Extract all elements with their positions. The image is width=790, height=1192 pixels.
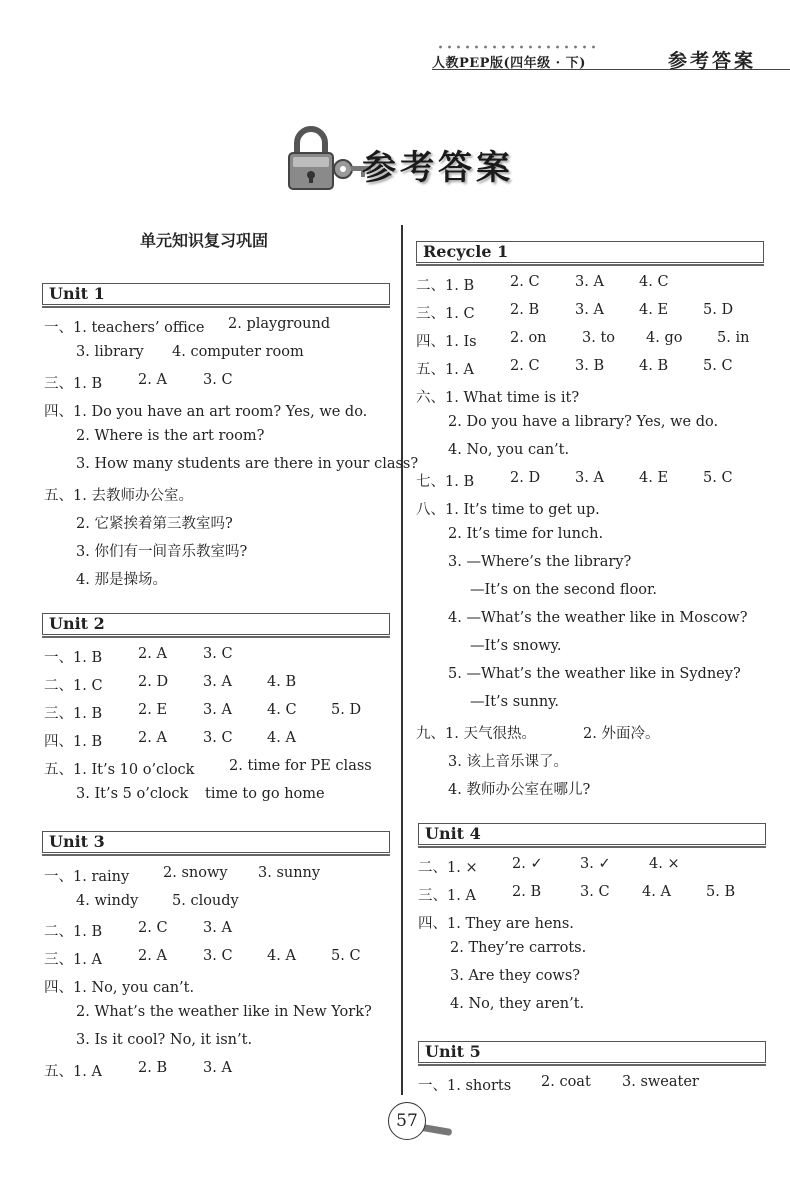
answer-text: 2. C xyxy=(510,358,540,374)
answer-text: 4. C xyxy=(267,702,297,718)
answer-text: 3. C xyxy=(580,884,610,900)
answer-text: 5. —What’s the weather like in Sydney? xyxy=(448,666,741,682)
answer-text: 2. Do you have a library? Yes, we do. xyxy=(448,414,719,430)
answer-text: 4. 教师办公室在哪儿? xyxy=(448,782,591,798)
answer-text: 2. E xyxy=(138,702,168,718)
answer-text: 5. C xyxy=(703,470,733,486)
answer-text: 2. 它紧挨着第三教室吗? xyxy=(76,516,233,532)
unit-3-header: Unit 3 xyxy=(42,831,390,853)
unit-4-header: Unit 4 xyxy=(418,823,766,845)
answer-text: 五、1. It’s 10 o’clock xyxy=(44,762,195,778)
answer-text: 2. A xyxy=(138,730,167,746)
answer-text: 3. A xyxy=(203,674,232,690)
answer-text: 2. D xyxy=(138,674,169,690)
answer-text: 4. A xyxy=(267,730,296,746)
answer-text: 三、1. C xyxy=(416,306,475,322)
answer-text: 2. C xyxy=(138,920,168,936)
answer-text: 五、1. A xyxy=(44,1064,102,1080)
answer-text: 3. A xyxy=(575,470,604,486)
header-title: 参考答案 xyxy=(668,50,757,72)
answer-text: 四、1. Do you have an art room? Yes, we do. xyxy=(44,404,368,420)
answer-text: 3. A xyxy=(203,920,232,936)
answer-text: 三、1. A xyxy=(44,952,102,968)
answer-text: 2. D xyxy=(510,470,541,486)
answer-text: 4. go xyxy=(646,330,683,346)
answer-text: 3. How many students are there in your class? xyxy=(76,456,419,472)
answer-text: 2. playground xyxy=(228,316,331,332)
answer-text: 二、1. B xyxy=(44,924,103,940)
section-heading: 单元知识复习巩固 xyxy=(140,231,269,250)
answer-text: 3. ✓ xyxy=(580,856,611,872)
answer-text: 5. C xyxy=(331,948,361,964)
answer-text: 2. It’s time for lunch. xyxy=(448,526,604,542)
answer-text: 2. B xyxy=(138,1060,168,1076)
lock-key-icon xyxy=(285,125,371,195)
answer-text: 五、1. A xyxy=(416,362,474,378)
answer-text: 2. Where is the art room? xyxy=(76,428,265,444)
answer-text: 八、1. It’s time to get up. xyxy=(416,502,600,518)
answer-text: 3. Are they cows? xyxy=(450,968,581,984)
page-title: 参考答案 xyxy=(362,148,514,188)
answer-text: 3. —Where’s the library? xyxy=(448,554,632,570)
answer-text: 4. computer room xyxy=(172,344,304,360)
answer-text: 2. on xyxy=(510,330,547,346)
answer-text: 一、1. teachers’ office xyxy=(44,320,205,336)
answer-text: 4. windy xyxy=(76,893,139,909)
answer-text: 2. 外面冷。 xyxy=(583,726,660,742)
answer-text: 5. C xyxy=(703,358,733,374)
answer-text: 四、1. Is xyxy=(416,334,477,350)
answer-text: 2. They’re carrots. xyxy=(450,940,587,956)
answer-text: 4. × xyxy=(649,856,680,872)
answer-text: 5. D xyxy=(331,702,362,718)
answer-text: 4. B xyxy=(267,674,297,690)
answer-text: 3. A xyxy=(203,1060,232,1076)
answer-text: 2. What’s the weather like in New York? xyxy=(76,1004,372,1020)
answer-text: 5. B xyxy=(706,884,736,900)
answer-text: 5. D xyxy=(703,302,734,318)
answer-text: 七、1. B xyxy=(416,474,475,490)
answer-text: 4. 那是操场。 xyxy=(76,572,167,588)
answer-text: 三、1. A xyxy=(418,888,476,904)
answer-text: 3. It’s 5 o’clock xyxy=(76,786,189,802)
answer-text: 4. A xyxy=(642,884,671,900)
answer-text: 三、1. B xyxy=(44,376,103,392)
book-edition: 人教PEP版(四年级 · 下) xyxy=(432,56,586,71)
answer-text: 2. coat xyxy=(541,1074,591,1090)
answer-text: 2. snowy xyxy=(163,865,228,881)
answer-text: 3. C xyxy=(203,730,233,746)
answer-text: 2. B xyxy=(510,302,540,318)
answer-text: 4. A xyxy=(267,948,296,964)
unit-5-header: Unit 5 xyxy=(418,1041,766,1063)
answer-text: 2. ✓ xyxy=(512,856,543,872)
answer-text: 4. C xyxy=(639,274,669,290)
answer-text: 3. Is it cool? No, it isn’t. xyxy=(76,1032,253,1048)
answer-text: 一、1. rainy xyxy=(44,869,130,885)
answer-text: 3. B xyxy=(575,358,605,374)
answer-text: 五、1. 去教师办公室。 xyxy=(44,488,193,504)
answer-text: 2. A xyxy=(138,646,167,662)
page-number: 57 xyxy=(388,1102,426,1140)
answer-text: 3. A xyxy=(203,702,232,718)
answer-text: 3. sweater xyxy=(622,1074,699,1090)
unit-1-header: Unit 1 xyxy=(42,283,390,305)
answer-text: 二、1. B xyxy=(416,278,475,294)
column-divider xyxy=(401,225,403,1095)
unit-2-header: Unit 2 xyxy=(42,613,390,635)
answer-text: 三、1. B xyxy=(44,706,103,722)
answer-text: 3. to xyxy=(582,330,616,346)
answer-text: 3. 你们有一间音乐教室吗? xyxy=(76,544,248,560)
answer-text: —It’s on the second floor. xyxy=(470,582,657,598)
answer-text: 3. C xyxy=(203,646,233,662)
answer-text: —It’s sunny. xyxy=(470,694,560,710)
answer-text: 四、1. No, you can’t. xyxy=(44,980,195,996)
answer-text: 3. sunny xyxy=(258,865,321,881)
answer-text: 四、1. They are hens. xyxy=(418,916,574,932)
answer-text: time to go home xyxy=(205,786,325,802)
answer-text: 四、1. B xyxy=(44,734,103,750)
answer-text: 九、1. 天气很热。 xyxy=(416,726,536,742)
answer-text: 5. cloudy xyxy=(172,893,239,909)
answer-text: 3. 该上音乐课了。 xyxy=(448,754,568,770)
answer-text: 2. C xyxy=(510,274,540,290)
answer-text: 六、1. What time is it? xyxy=(416,390,580,406)
answer-text: 一、1. B xyxy=(44,650,103,666)
answer-text: 4. B xyxy=(639,358,669,374)
answer-text: 2. A xyxy=(138,948,167,964)
answer-text: 一、1. shorts xyxy=(418,1078,512,1094)
recycle-1-header: Recycle 1 xyxy=(416,241,764,263)
answer-text: 4. E xyxy=(639,470,669,486)
answer-text: 4. —What’s the weather like in Moscow? xyxy=(448,610,748,626)
answer-text: 3. C xyxy=(203,948,233,964)
answer-text: 2. A xyxy=(138,372,167,388)
answer-text: 4. E xyxy=(639,302,669,318)
answer-text: 5. in xyxy=(717,330,750,346)
answer-text: 2. time for PE class xyxy=(229,758,372,774)
answer-text: —It’s snowy. xyxy=(470,638,562,654)
answer-text: 二、1. × xyxy=(418,860,478,876)
answer-text: 4. No, you can’t. xyxy=(448,442,570,458)
answer-text: 3. C xyxy=(203,372,233,388)
answer-text: 3. library xyxy=(76,344,144,360)
answer-text: 二、1. C xyxy=(44,678,103,694)
answer-text: 3. A xyxy=(575,274,604,290)
header-dots xyxy=(436,44,596,50)
answer-text: 2. B xyxy=(512,884,542,900)
answer-text: 3. A xyxy=(575,302,604,318)
answer-text: 4. No, they aren’t. xyxy=(450,996,585,1012)
